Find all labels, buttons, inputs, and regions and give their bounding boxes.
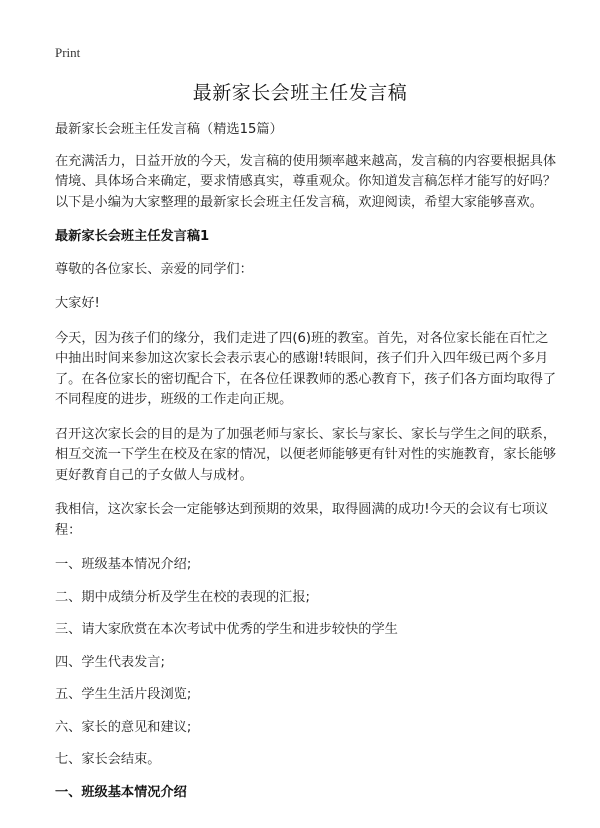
agenda-item: 四、学生代表发言;	[55, 654, 165, 670]
agenda-item: 五、学生生活片段浏览;	[55, 687, 192, 702]
document-subtitle: 最新家长会班主任发言稿（精选15篇）	[55, 122, 283, 137]
section-heading-1: 最新家长会班主任发言稿1	[55, 229, 210, 244]
salutation: 尊敬的各位家长、亲爱的同学们：	[55, 261, 253, 277]
agenda-item: 七、家长会结束。	[55, 752, 161, 767]
body-paragraph-1: 今天，因为孩子们的缘分，我们走进了四(6)班的教室。首先，对各位家长能在百忙之中抽出时间来参加这次家长会表示衷心的感谢!转眼间，孩子们升入四年级已两个多月了。在各位家长的密切配合下，在各位任课教师的悉心教育下，孩子们各方面均取得了不同程度的进步，班级的工作走向正规。	[55, 330, 557, 407]
body-paragraph-2: 召开这次家长会的目的是为了加强老师与家长、家长与家长、家长与学生之间的联系，相互交流一下学生在校及在家的情况，以便老师能够更有针对性的实施教育，家长能够更好教育自己的子女做人与成材。	[55, 426, 557, 483]
section-heading-2: 一、班级基本情况介绍	[55, 784, 187, 800]
intro-paragraph: 在充满活力，日益开放的今天，发言稿的使用频率越来越高，发言稿的内容要根据具体情境、具体场合来确定，要求情感真实，尊重观众。你知道发言稿怎样才能写的好吗？以下是小编为大家整理的最新家长会班主任发言稿，欢迎阅读，希望大家能够喜欢。	[55, 153, 557, 210]
agenda-item: 二、期中成绩分析及学生在校的表现的汇报;	[55, 589, 311, 605]
page-title: 最新家长会班主任发言稿	[192, 82, 408, 104]
agenda-item: 六、家长的意见和建议;	[55, 719, 192, 735]
agenda-item: 三、请大家欣赏在本次考试中优秀的学生和进步较快的学生	[55, 622, 398, 637]
agenda-item: 一、班级基本情况介绍;	[55, 557, 192, 572]
greeting: 大家好!	[55, 296, 100, 311]
print-link[interactable]: Print	[55, 45, 81, 60]
body-paragraph-3: 我相信，这次家长会一定能够达到预期的效果，取得圆满的成功!今天的会议有七项议程：	[55, 502, 549, 538]
document-content	[55, 120, 560, 815]
